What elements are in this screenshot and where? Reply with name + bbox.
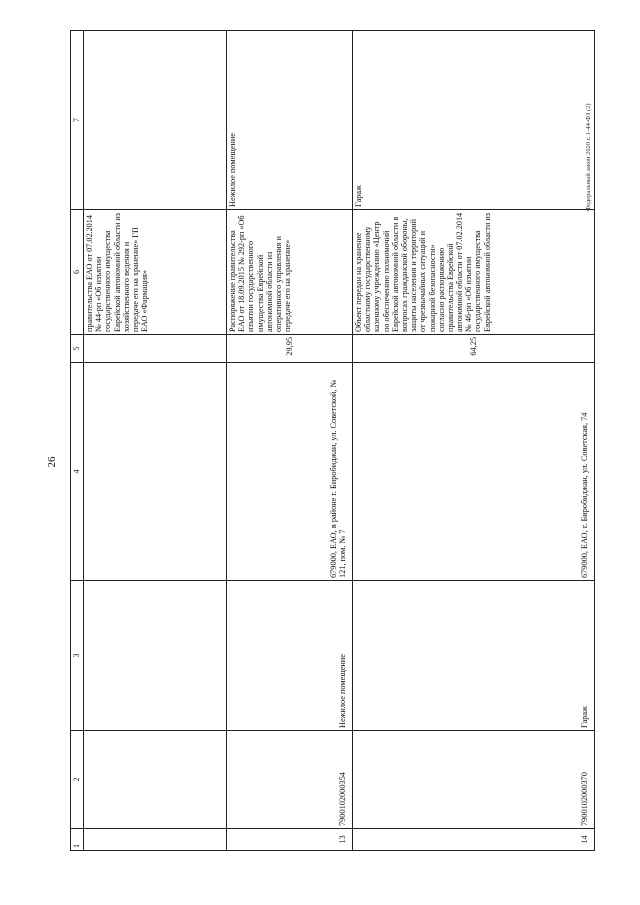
type-cell: Нежилое помещение	[227, 31, 353, 210]
rotated-table-container	[70, 31, 592, 851]
header-cell: 6	[71, 210, 84, 335]
header-cell: 1	[71, 829, 84, 851]
object-address: 679000, ЕАО, г. Биробиджан, ул. Советская, 74	[353, 363, 595, 581]
header-cell: 4	[71, 363, 84, 581]
table-row	[227, 31, 353, 851]
inventory-code: 7900102000354	[227, 731, 353, 829]
property-table	[70, 30, 595, 851]
type-text: Гараж	[354, 185, 363, 207]
header-cell: 3	[71, 581, 84, 731]
table-row	[353, 31, 595, 851]
type-cell	[353, 31, 595, 210]
page-number: 26	[46, 456, 58, 468]
row-number: 13	[227, 829, 353, 851]
object-address: 679000, ЕАО, в районе г. Биробиджан, ул. Советской, № 121, пом. № 7	[227, 363, 353, 581]
header-cell: 7	[71, 31, 84, 210]
inventory-code: 7900102000370	[353, 731, 595, 829]
basis-cell: Распоряжение правительства ЕАО от 18.09.2015 № 292-рп «Об изъятии государственного имущества Еврейской автономной области из оперативного управления и передаче его на хранение»	[227, 210, 353, 335]
object-name: Нежилое помещение	[227, 581, 353, 731]
document-stamp: Федеральный закон 2020 г. 1-44-ФЗ (2)	[584, 103, 592, 211]
row-number: 14	[353, 829, 595, 851]
header-row	[71, 31, 84, 851]
header-cell: 5	[71, 335, 84, 363]
object-name: Гараж	[353, 581, 595, 731]
object-area: 29,95	[227, 335, 353, 363]
continuation-row	[84, 31, 227, 851]
header-cell: 2	[71, 731, 84, 829]
object-area: 64,25	[353, 335, 595, 363]
basis-cell: правительства ЕАО от 07.02.2014 № 44-рп «Об изъятии государственного имущества Еврейской автономной области из хозяйственного ведения и передаче его на хранение» ГП ЕАО «Фармация»	[84, 210, 227, 335]
basis-cell: Объект передан на хранение областному государственному казенному учреждению «Центр по обеспечению полномочий Еврейской автономной области в вопросах гражданской обороны, защиты населения и территорий от чрезвычайных ситуаций и пожарной безопасности» согласно распоряжению правительства Еврейской автономной области от 07.02.2014 № 46-рп «Об изъятии государственного имущества Еврейской автономной области из	[353, 210, 595, 335]
type-cell	[84, 31, 227, 210]
